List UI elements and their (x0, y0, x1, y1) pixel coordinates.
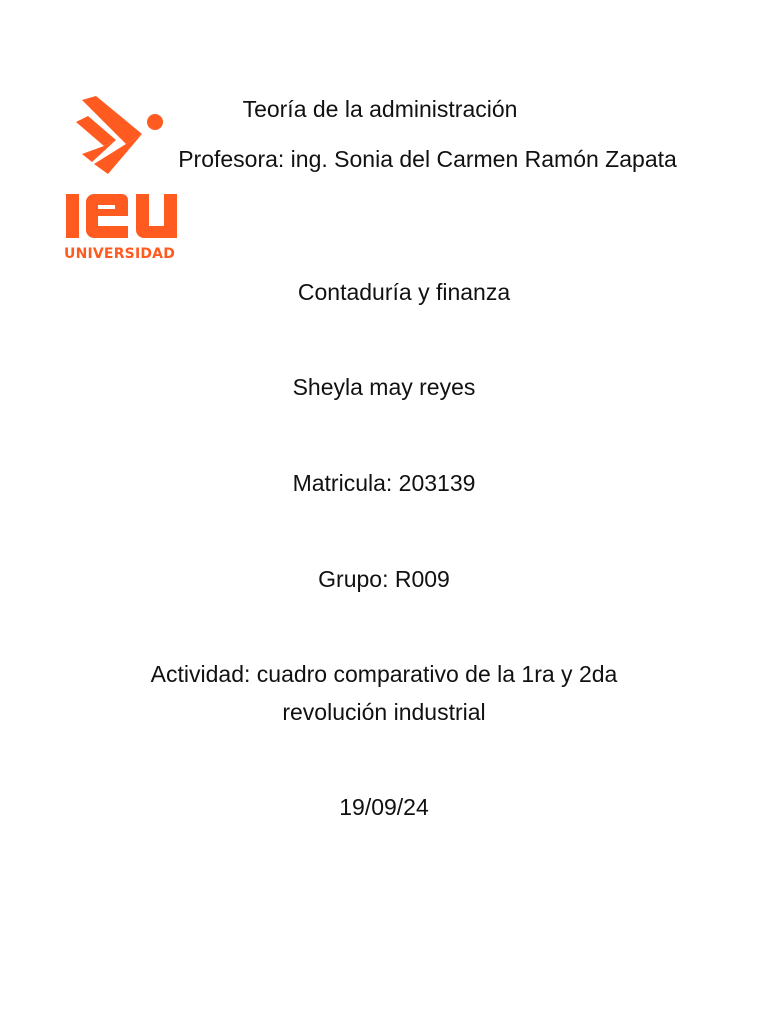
professor-name: Profesora: ing. Sonia del Carmen Ramón Zapata (178, 146, 677, 172)
logo-wordmark: UNIVERSIDAD (64, 246, 176, 262)
course-title: Teoría de la administración (242, 96, 518, 122)
student-id: Matricula: 203139 (292, 470, 476, 496)
activity-description: Actividad: cuadro comparativo de la 1ra y 2da revolución industrial (150, 661, 618, 725)
student-name: Sheyla may reyes (292, 374, 476, 400)
document-date: 19/09/24 (339, 794, 429, 820)
career-name: Contaduría y finanza (297, 279, 511, 305)
group-code: Grupo: R009 (318, 566, 450, 592)
